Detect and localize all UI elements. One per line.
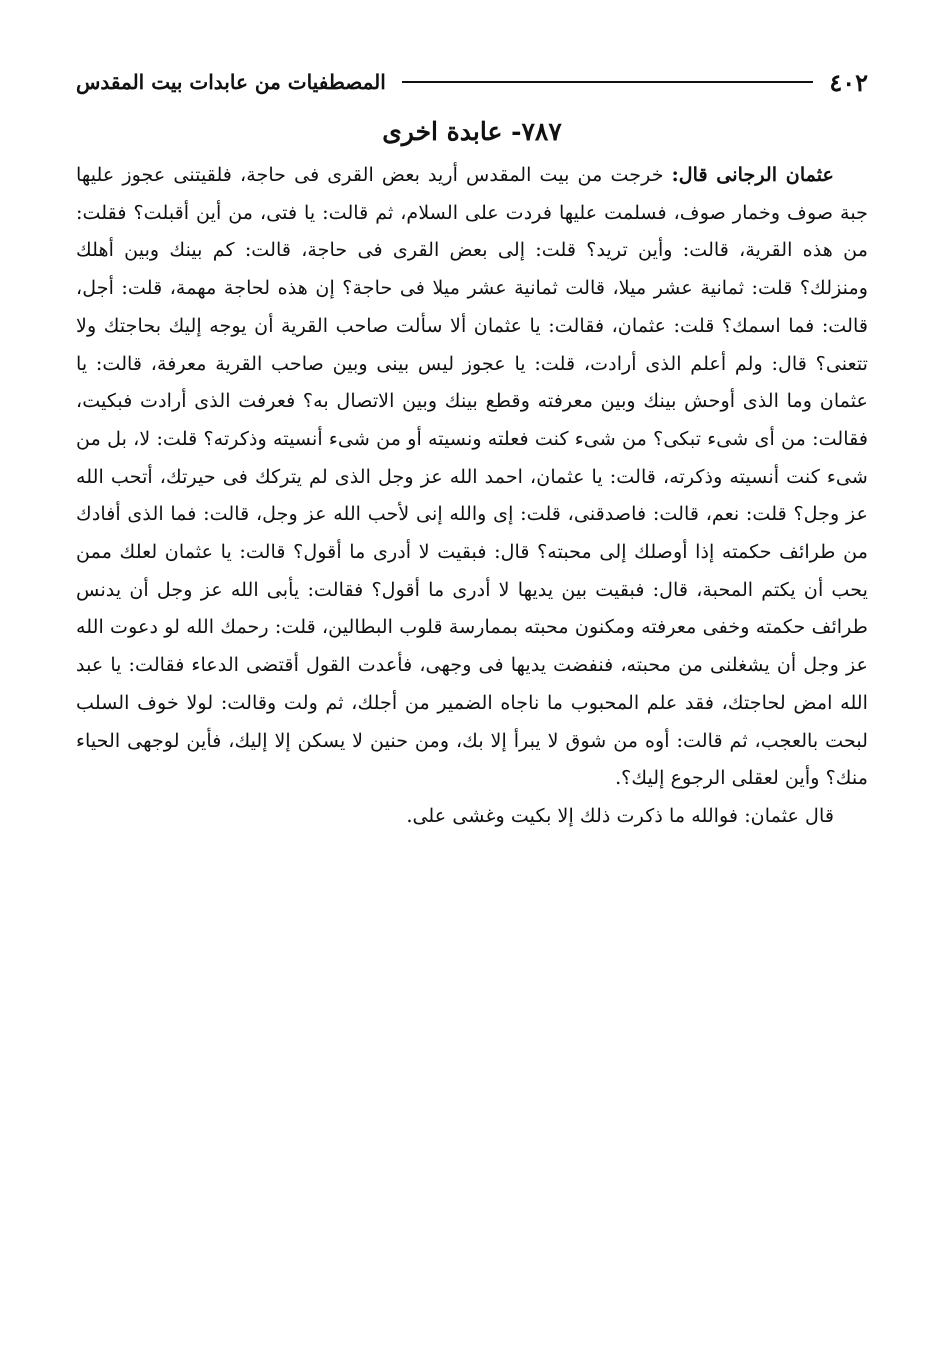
header-rule	[402, 81, 814, 83]
speaker-name: عثمان الرجانى قال:	[671, 163, 834, 186]
paragraph-text: قال عثمان: فوالله ما ذكرت ذلك إلا بكيت وغشى على.	[406, 803, 834, 827]
chapter-title: ٧٨٧- عابدة اخرى	[382, 117, 562, 146]
body-text	[76, 156, 868, 835]
page-header	[76, 64, 868, 100]
paragraph	[76, 797, 868, 835]
page-number: ٤٠٢	[829, 67, 868, 97]
paragraph	[76, 156, 868, 797]
paragraph-text: خرجت من بيت المقدس أريد بعض القرى فى حاجة، فلقيتنى عجوز عليها جبة صوف وخمار صوف، فسلمت عليها فردت على السلام، ثم قالت: يا فتى، من أين أقبلت؟ فقلت: من هذه القرية، قالت: وأين تريد؟ قلت: إلى بعض القرى فى حاجة، قالت: كم بينك وبين أهلك ومنزلك؟ قلت: ثمانية عشر ميلا، قالت ثمانية عشر ميلا فى حاجة؟ إن هذه لحاجة مهمة، قلت: أجل، قالت: فما اسمك؟ قلت: عثمان، فقالت: يا عثمان ألا سألت صاحب القرية أن يوجه إليك بحاجتك ولا تتعنى؟ قال: ولم أعلم الذى أرادت، قلت: يا عجوز ليس بينى وبين صاحب القرية معرفة، قالت: يا عثمان وما الذى أوحش بينك وبين معرفته وقطع بينك وبين الاتصال به؟ فعرفت الذى أرادت فبكيت، فقالت: من أى شىء تبكى؟ من شىء كنت فعلته ونسيته أو من شىء أنسيته وذكرته؟ قلت: لا، بل من شىء كنت أنسيته وذكرته، قالت: يا عثمان، احمد الله عز وجل الذى لم يتركك فى حيرتك، أتحب الله عز وجل؟ قلت: نعم، قالت: فاصدقنى، قلت: إى والله إنى لأحب الله عز وجل، قالت: فما الذى أفادك من طرائف حكمته إذا أوصلك إلى محبته؟ قال: فبقيت لا أدرى ما أقول؟ قالت: يا عثمان لعلك ممن يحب أن يكتم المحبة، قال: فبقيت بين يديها لا أدرى ما أقول؟ فقالت: يأبى الله عز وجل أن يدنس طرائف حكمته وخفى معرفته ومكنون محبته بممارسة قلوب البطالين، قلت: رحمك الله لو دعوت الله عز وجل أن يشغلنى من محبته، فنفضت يديها فى وجهى، فأعدت القول أقتضى الدعاء فقالت: يا عبد الله امض لحاجتك، فقد علم المحبوب ما ناجاه الضمير من أجلك، ثم ولت وقالت: لولا خوف السلب لبحت بالعجب، ثم قالت: أوه من شوق لا يبرأ إلا بك، ومن حنين لا يسكن إلا إليك، فأين لوجهى الحياء منك؟ وأين لعقلى الرجوع إليك؟.	[76, 163, 868, 790]
book-title: المصطفيات من عابدات بيت المقدس	[76, 70, 386, 94]
